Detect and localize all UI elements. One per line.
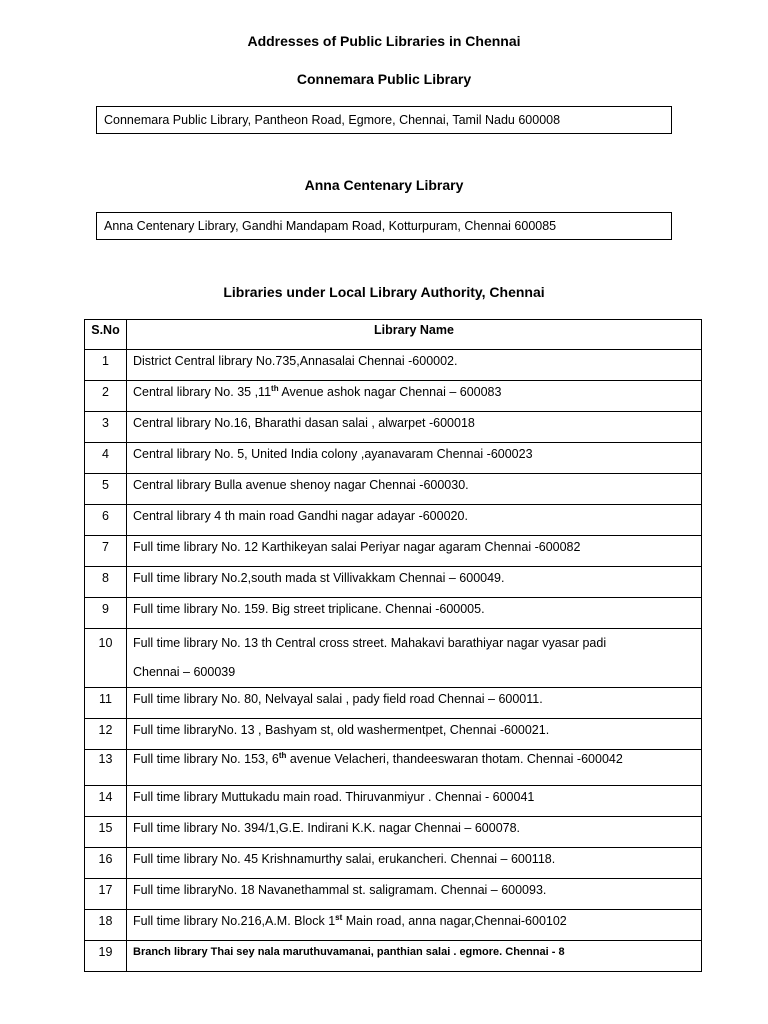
- row-sno: 6: [85, 505, 127, 536]
- table-row: [85, 941, 702, 972]
- row-sno: 5: [85, 474, 127, 505]
- row-sno: 16: [85, 848, 127, 879]
- row-sno: 15: [85, 817, 127, 848]
- row-sno: 8: [85, 567, 127, 598]
- row-library-name-part: Main road, anna nagar,Chennai-600102: [342, 914, 567, 928]
- row-library-name-line: Full time library No. 13 th Central cross street. Mahakavi barathiyar nagar vyasar padi: [133, 636, 607, 650]
- row-library-name: [127, 910, 702, 941]
- table-row: [85, 848, 702, 879]
- table-row: [85, 536, 702, 567]
- table-header-row: [85, 320, 702, 350]
- library-name-column-header: Library Name: [127, 320, 702, 350]
- row-library-name-part: avenue Velacheri, thandeeswaran thotam. Chennai -600042: [286, 752, 623, 766]
- table-row: [85, 350, 702, 381]
- table-row: [85, 381, 702, 412]
- row-library-name: Full time library No. 159. Big street triplicane. Chennai -600005.: [127, 598, 702, 629]
- row-sno: 11: [85, 688, 127, 719]
- row-library-name: Full time library No. 80, Nelvayal salai , pady field road Chennai – 600011.: [127, 688, 702, 719]
- ordinal-suffix: th: [271, 383, 279, 393]
- row-sno: 3: [85, 412, 127, 443]
- ordinal-suffix: th: [278, 750, 287, 760]
- row-library-name: Full time library No.2,south mada st Villivakkam Chennai – 600049.: [127, 567, 702, 598]
- row-library-name: Full time library No. 45 Krishnamurthy salai, erukancheri. Chennai – 600118.: [127, 848, 702, 879]
- table-row: [85, 910, 702, 941]
- row-sno: 13: [85, 750, 127, 786]
- local-library-heading: Libraries under Local Library Authority, Chennai: [223, 284, 545, 300]
- row-library-name: Central library No. 5, United India colony ,ayanavaram Chennai -600023: [127, 443, 702, 474]
- table-row: [85, 719, 702, 750]
- anna-address-box: Anna Centenary Library, Gandhi Mandapam Road, Kotturpuram, Chennai 600085: [96, 212, 672, 240]
- table-row: [85, 817, 702, 848]
- row-library-name: Full time library Muttukadu main road. Thiruvanmiyur . Chennai - 600041: [127, 786, 702, 817]
- row-sno: 2: [85, 381, 127, 412]
- row-library-name: Full time library No. 12 Karthikeyan salai Periyar nagar agaram Chennai -600082: [127, 536, 702, 567]
- row-library-name-part: Central library No. 35 ,11: [133, 385, 272, 399]
- row-library-name: [127, 750, 702, 786]
- row-library-name: District Central library No.735,Annasalai Chennai -600002.: [127, 350, 702, 381]
- row-library-name: Central library No.16, Bharathi dasan salai , alwarpet -600018: [127, 412, 702, 443]
- row-sno: 18: [85, 910, 127, 941]
- table-row: [85, 786, 702, 817]
- ordinal-suffix: st: [335, 912, 343, 922]
- page-title: Addresses of Public Libraries in Chennai: [247, 33, 521, 49]
- row-library-name: Full time libraryNo. 13 , Bashyam st, old washermentpet, Chennai -600021.: [127, 719, 702, 750]
- row-library-name: Full time libraryNo. 18 Navanethammal st. saligramam. Chennai – 600093.: [127, 879, 702, 910]
- row-library-name-line: Chennai – 600039: [133, 665, 236, 679]
- row-sno: 1: [85, 350, 127, 381]
- table-row: [85, 598, 702, 629]
- row-library-name: Central library Bulla avenue shenoy nagar Chennai -600030.: [127, 474, 702, 505]
- table-row: [85, 505, 702, 536]
- connemara-address-box: Connemara Public Library, Pantheon Road, Egmore, Chennai, Tamil Nadu 600008: [96, 106, 672, 134]
- table-row: [85, 443, 702, 474]
- table-row: [85, 879, 702, 910]
- row-sno: 12: [85, 719, 127, 750]
- anna-heading: Anna Centenary Library: [304, 177, 464, 193]
- row-library-name-part: Full time library No.216,A.M. Block 1: [133, 914, 336, 928]
- table-row: [85, 750, 702, 786]
- row-library-name-part: Full time library No. 153, 6: [133, 752, 279, 766]
- row-sno: 19: [85, 941, 127, 972]
- table-row: [85, 688, 702, 719]
- row-library-name: Central library 4 th main road Gandhi nagar adayar -600020.: [127, 505, 702, 536]
- table-row: [85, 412, 702, 443]
- row-library-name: [127, 381, 702, 412]
- row-sno: 9: [85, 598, 127, 629]
- table-row: [85, 474, 702, 505]
- row-sno: 14: [85, 786, 127, 817]
- row-sno: 17: [85, 879, 127, 910]
- sno-column-header: S.No: [85, 320, 127, 350]
- row-library-name-part: Avenue ashok nagar Chennai – 600083: [278, 385, 502, 399]
- row-sno: 7: [85, 536, 127, 567]
- row-library-name: Branch library Thai sey nala maruthuvamanai, panthian salai . egmore. Chennai - 8: [127, 941, 702, 972]
- table-row: [85, 567, 702, 598]
- connemara-heading: Connemara Public Library: [296, 71, 472, 87]
- row-library-name: [127, 629, 702, 688]
- row-library-name: Full time library No. 394/1,G.E. Indirani K.K. nagar Chennai – 600078.: [127, 817, 702, 848]
- row-sno: 4: [85, 443, 127, 474]
- library-table: [84, 319, 702, 972]
- row-sno: 10: [85, 629, 127, 688]
- table-row: [85, 629, 702, 688]
